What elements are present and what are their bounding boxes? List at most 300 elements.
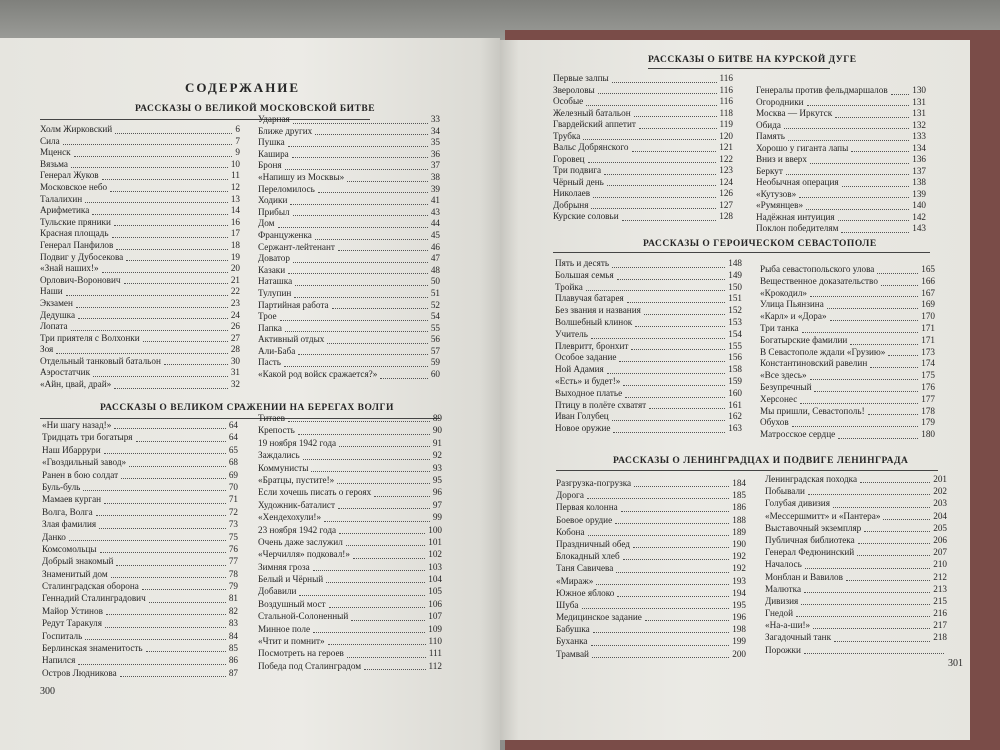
toc-entry[interactable] [555, 329, 742, 341]
toc-entry[interactable] [258, 462, 442, 474]
toc-entry[interactable] [40, 344, 240, 356]
section-rule [556, 470, 938, 471]
entry-page: 64 [228, 420, 238, 430]
section-title: РАССКАЗЫ О ВЕЛИКОМ СРАЖЕНИИ НА БЕРЕГАХ ВОЛГИ [100, 403, 394, 413]
entry-title: Первая колонна [556, 502, 618, 513]
toc-entry[interactable] [765, 583, 947, 595]
toc-entry[interactable] [40, 333, 240, 345]
toc-entry[interactable] [42, 481, 238, 493]
dot-leader [588, 535, 729, 536]
entry-page: 218 [933, 632, 947, 643]
entry-title: Экзамен [40, 297, 73, 308]
toc-entry[interactable] [765, 473, 947, 485]
toc-entry[interactable] [756, 177, 926, 189]
entry-page: 30 [230, 355, 240, 366]
toc-entry[interactable] [258, 218, 440, 230]
toc-entry[interactable] [760, 299, 935, 311]
entry-page: 136 [912, 154, 926, 164]
dot-leader [293, 215, 428, 216]
entry-title: Праздничный обед [556, 538, 630, 549]
entry-title: Иван Голубец [555, 411, 609, 422]
toc-entry[interactable] [258, 288, 440, 300]
toc-entry[interactable] [765, 607, 947, 619]
toc-entry[interactable] [258, 184, 440, 196]
entry-page: 130 [912, 85, 926, 95]
entry-title: Заждались [258, 450, 300, 461]
toc-entry[interactable] [765, 522, 947, 534]
section-title: РАССКАЗЫ О ЛЕНИНГРАДЦАХ И ПОДВИГЕ ЛЕНИНГРАДА [613, 456, 909, 466]
toc-entry[interactable] [555, 352, 742, 364]
toc-entry[interactable] [760, 311, 935, 323]
toc-entry[interactable] [40, 298, 240, 310]
toc-entry[interactable] [258, 253, 440, 265]
toc-entry[interactable] [555, 388, 742, 400]
toc-entry[interactable] [553, 119, 733, 131]
toc-entry[interactable] [40, 379, 240, 391]
toc-entry[interactable] [556, 514, 746, 526]
entry-title: «Есть» и будет!» [555, 375, 621, 386]
toc-entry[interactable] [555, 341, 742, 353]
toc-entry[interactable] [258, 172, 440, 184]
dot-leader [110, 191, 228, 192]
entry-title: «Хендехохули!» [258, 512, 322, 523]
toc-entry[interactable] [556, 526, 746, 538]
toc-entry[interactable] [553, 188, 733, 200]
toc-entry[interactable] [258, 635, 442, 647]
entry-page: 143 [912, 223, 926, 233]
entry-title: Волшебный клинок [555, 316, 633, 327]
toc-entry[interactable] [42, 617, 238, 629]
toc-entry[interactable] [556, 550, 746, 562]
toc-entry[interactable] [258, 114, 440, 126]
toc-entry[interactable] [756, 97, 926, 109]
toc-entry[interactable] [760, 276, 935, 288]
entry-title: Константиновский равелин [760, 358, 868, 369]
toc-entry[interactable] [553, 85, 733, 97]
toc-entry[interactable] [555, 270, 742, 282]
toc-entry[interactable] [258, 598, 442, 610]
dot-leader [338, 250, 428, 251]
toc-entry[interactable] [40, 228, 240, 240]
entry-page: 204 [933, 510, 947, 521]
toc-entry[interactable] [258, 610, 442, 622]
entry-title: В Севастополе ждали «Грузию» [760, 346, 886, 357]
toc-entry[interactable] [42, 518, 238, 530]
entry-page: 207 [933, 547, 947, 558]
toc-entry[interactable] [42, 419, 238, 431]
toc-entry[interactable] [258, 357, 440, 369]
toc-entry[interactable] [756, 212, 926, 224]
toc-entry[interactable] [555, 364, 742, 376]
entry-page: 77 [228, 556, 238, 567]
entry-title: 19 ноября 1942 года [258, 437, 337, 448]
entry-title: Три приятеля с Волхонки [40, 332, 140, 343]
entry-page: 32 [230, 379, 240, 390]
entry-page: 20 [230, 263, 240, 274]
dot-leader [143, 341, 228, 342]
toc-entry[interactable] [258, 137, 440, 149]
toc-entry[interactable] [258, 346, 440, 358]
entry-title: Таня Савичева [556, 563, 614, 574]
toc-entry[interactable] [40, 147, 240, 159]
toc-entry[interactable] [40, 194, 240, 206]
toc-entry[interactable] [258, 437, 442, 449]
dot-leader [850, 344, 918, 345]
toc-entry[interactable] [258, 585, 442, 597]
entry-title: Редут Таракуля [42, 618, 102, 629]
dot-leader [284, 366, 428, 367]
toc-entry[interactable] [556, 538, 746, 550]
toc-entry[interactable] [40, 252, 240, 264]
dot-leader [634, 116, 717, 117]
toc-entry[interactable] [556, 635, 746, 647]
entry-page: 131 [912, 96, 926, 107]
dot-leader [877, 273, 918, 274]
dot-leader [303, 459, 430, 460]
toc-entry[interactable] [553, 177, 733, 189]
dot-leader [76, 307, 228, 308]
toc-entry[interactable] [42, 456, 238, 468]
dot-leader [292, 157, 428, 158]
dot-leader [810, 296, 918, 297]
toc-entry[interactable] [556, 623, 746, 635]
toc-entry[interactable] [40, 367, 240, 379]
entry-page: 65 [228, 444, 238, 455]
entry-page: 26 [230, 321, 240, 332]
toc-entry[interactable] [40, 321, 240, 333]
toc-entry[interactable] [40, 182, 240, 194]
entry-title: «Чтит и помнит» [258, 636, 325, 647]
toc-entry[interactable] [765, 510, 947, 522]
toc-entry[interactable] [556, 501, 746, 513]
dot-leader [85, 202, 228, 203]
toc-entry[interactable] [258, 149, 440, 161]
toc-entry[interactable] [258, 511, 442, 523]
toc-entry[interactable] [258, 647, 442, 659]
toc-entry[interactable] [40, 217, 240, 229]
entry-page: 140 [912, 200, 926, 210]
toc-entry[interactable] [42, 555, 238, 567]
entry-title: Комсомольцы [42, 543, 97, 554]
entry-page: 161 [728, 399, 742, 410]
entry-title: Лопата [40, 321, 68, 332]
toc-entry[interactable] [553, 108, 733, 120]
toc-entry[interactable] [258, 160, 440, 172]
toc-entry[interactable] [258, 660, 442, 672]
entry-page: 91 [432, 437, 442, 448]
entry-page: 44 [430, 218, 440, 229]
dot-leader [593, 197, 716, 198]
entry-page: 76 [228, 543, 238, 554]
toc-entry[interactable] [556, 575, 746, 587]
toc-entry[interactable] [756, 108, 926, 120]
toc-entry[interactable] [42, 444, 238, 456]
toc-entry[interactable] [555, 282, 742, 294]
dot-leader [115, 133, 232, 134]
toc-entry[interactable] [556, 489, 746, 501]
entry-title: «Черчилля» подковал!» [258, 549, 350, 560]
toc-entry[interactable] [555, 258, 742, 270]
toc-entry[interactable] [42, 605, 238, 617]
toc-entry[interactable] [553, 200, 733, 212]
toc-entry[interactable] [258, 412, 442, 424]
toc-entry[interactable] [42, 580, 238, 592]
dot-leader [806, 209, 909, 210]
toc-entry[interactable] [553, 142, 733, 154]
toc-entry[interactable] [258, 474, 442, 486]
entry-title: Наташка [258, 276, 293, 287]
toc-entry[interactable] [760, 406, 935, 418]
toc-entry[interactable] [258, 126, 440, 138]
toc-entry[interactable] [555, 293, 742, 305]
toc-entry[interactable] [40, 136, 240, 148]
entry-page: 194 [732, 587, 746, 598]
entry-page: 56 [430, 334, 440, 345]
toc-entry[interactable] [765, 595, 947, 607]
toc-entry[interactable] [258, 486, 442, 498]
toc-entry[interactable] [258, 548, 442, 560]
toc-entry[interactable] [756, 131, 926, 143]
toc-entry[interactable] [258, 334, 440, 346]
entry-page: 93 [432, 462, 442, 473]
toc-entry[interactable] [556, 599, 746, 611]
toc-entry[interactable] [765, 558, 947, 570]
entry-title: Добавили [258, 586, 297, 597]
entry-title: Николаев [553, 188, 591, 198]
toc-entry[interactable] [760, 347, 935, 359]
toc-entry[interactable] [258, 536, 442, 548]
toc-entry[interactable] [258, 369, 440, 381]
toc-entry[interactable] [258, 207, 440, 219]
toc-entry[interactable] [258, 311, 440, 323]
toc-entry[interactable] [760, 335, 935, 347]
toc-entry[interactable] [258, 623, 442, 635]
toc-entry[interactable] [760, 417, 935, 429]
dot-leader [617, 596, 729, 597]
toc-entry[interactable] [258, 265, 440, 277]
entry-page: 149 [728, 269, 742, 280]
toc-entry[interactable] [553, 131, 733, 143]
dot-leader [364, 669, 426, 670]
toc-entry[interactable] [258, 524, 442, 536]
dot-leader [114, 428, 226, 429]
dot-leader [120, 676, 226, 677]
toc-entry[interactable] [40, 286, 240, 298]
toc-entry[interactable] [760, 358, 935, 370]
entry-title: Гвардейский аппетит [553, 119, 636, 129]
toc-entry[interactable] [760, 288, 935, 300]
toc-entry[interactable] [756, 200, 926, 212]
entry-page: 86 [228, 655, 238, 666]
entry-page: 154 [728, 328, 742, 339]
entry-page: 31 [230, 367, 240, 378]
toc-entry[interactable] [555, 411, 742, 423]
toc-entry[interactable] [40, 240, 240, 252]
toc-entry[interactable] [760, 382, 935, 394]
toc-entry[interactable] [765, 644, 947, 656]
toc-entry[interactable] [556, 562, 746, 574]
dot-leader [851, 151, 909, 152]
toc-entry[interactable] [42, 531, 238, 543]
entry-title: Талалихин [40, 193, 83, 204]
dot-leader [598, 93, 717, 94]
toc-entry[interactable] [42, 654, 238, 666]
dot-leader [99, 528, 226, 529]
toc-entry[interactable] [760, 394, 935, 406]
toc-entry[interactable] [556, 648, 746, 660]
dot-leader [136, 441, 226, 442]
toc-entry[interactable] [765, 571, 947, 583]
toc-entry[interactable] [42, 592, 238, 604]
toc-entry[interactable] [756, 223, 926, 235]
toc-entry[interactable] [42, 667, 238, 679]
toc-column [760, 264, 935, 441]
dot-leader [786, 174, 909, 175]
entry-title: Богатырские фамилии [760, 334, 848, 345]
toc-entry[interactable] [42, 568, 238, 580]
dot-leader [327, 343, 428, 344]
toc-entry[interactable] [555, 423, 742, 435]
entry-page: 89 [432, 413, 442, 423]
dot-leader [114, 225, 228, 226]
toc-entry[interactable] [756, 166, 926, 178]
toc-entry[interactable] [553, 165, 733, 177]
entry-title: Дедушка [40, 309, 76, 320]
toc-entry[interactable] [42, 543, 238, 555]
toc-entry[interactable] [258, 561, 442, 573]
toc-entry[interactable] [258, 300, 440, 312]
toc-entry[interactable] [553, 211, 733, 223]
toc-entry[interactable] [756, 154, 926, 166]
toc-entry[interactable] [40, 170, 240, 182]
entry-page: 134 [912, 142, 926, 153]
toc-entry[interactable] [42, 630, 238, 642]
entry-title: Ближе других [258, 125, 313, 136]
toc-entry[interactable] [40, 310, 240, 322]
toc-entry[interactable] [756, 120, 926, 132]
toc-entry[interactable] [40, 356, 240, 368]
entry-page: 34 [430, 125, 440, 136]
toc-entry[interactable] [42, 469, 238, 481]
dot-leader [78, 318, 228, 319]
toc-entry[interactable] [258, 195, 440, 207]
toc-entry[interactable] [258, 276, 440, 288]
entry-page: 171 [921, 334, 935, 345]
toc-entry[interactable] [40, 263, 240, 275]
toc-entry[interactable] [258, 230, 440, 242]
dot-leader [337, 483, 430, 484]
toc-entry[interactable] [765, 619, 947, 631]
dot-leader [85, 639, 226, 640]
toc-entry[interactable] [555, 317, 742, 329]
dot-leader [587, 498, 729, 499]
entry-title: Новое оружие [555, 423, 611, 434]
toc-entry[interactable] [40, 124, 240, 136]
entry-title: «Ни шагу назад!» [42, 420, 112, 430]
toc-entry[interactable] [40, 159, 240, 171]
toc-entry[interactable] [553, 96, 733, 108]
dot-leader [71, 167, 228, 168]
toc-entry[interactable] [42, 431, 238, 443]
toc-entry[interactable] [258, 499, 442, 511]
entry-title: Тулупин [258, 287, 292, 298]
entry-title: Горовец [553, 153, 585, 164]
dot-leader [288, 146, 428, 147]
dot-leader [293, 262, 428, 263]
entry-page: 156 [728, 352, 742, 363]
toc-entry[interactable] [258, 424, 442, 436]
toc-entry[interactable] [258, 242, 440, 254]
toc-entry[interactable] [556, 611, 746, 623]
toc-entry[interactable] [555, 400, 742, 412]
entry-title: «Какой род войск сражается?» [258, 369, 378, 380]
toc-entry[interactable] [756, 143, 926, 155]
toc-entry[interactable] [760, 370, 935, 382]
toc-entry[interactable] [40, 205, 240, 217]
toc-entry[interactable] [258, 323, 440, 335]
toc-entry[interactable] [765, 631, 947, 643]
toc-entry[interactable] [553, 73, 733, 85]
toc-entry[interactable] [765, 534, 947, 546]
entry-title: Добрыня [553, 199, 589, 210]
toc-entry[interactable] [258, 573, 442, 585]
entry-page: 75 [228, 531, 238, 542]
toc-entry[interactable] [553, 154, 733, 166]
toc-entry[interactable] [556, 477, 746, 489]
toc-entry[interactable] [760, 429, 935, 441]
toc-column [556, 477, 746, 660]
entry-title: Добрый знакомый [42, 556, 114, 567]
entry-page: 69 [228, 469, 238, 480]
entry-title: «Крокодил» [760, 287, 808, 298]
dot-leader [100, 552, 226, 553]
entry-page: 109 [428, 623, 442, 634]
entry-page: 17 [230, 228, 240, 239]
entry-title: Медицинское задание [556, 612, 642, 623]
toc-entry[interactable] [258, 449, 442, 461]
entry-page: 105 [428, 586, 442, 597]
toc-entry[interactable] [760, 323, 935, 335]
toc-entry[interactable] [756, 189, 926, 201]
entry-title: Буханка [556, 636, 588, 647]
dot-leader [298, 434, 430, 435]
dot-leader [864, 531, 930, 532]
dot-leader [592, 657, 729, 658]
toc-column [553, 73, 733, 223]
toc-entry[interactable] [42, 506, 238, 518]
entry-title: Холм Жирковский [40, 124, 113, 134]
entry-title: Порожки [765, 644, 801, 655]
dot-leader [353, 558, 425, 559]
toc-column [258, 412, 442, 672]
toc-entry[interactable] [760, 264, 935, 276]
toc-entry[interactable] [42, 642, 238, 654]
toc-entry[interactable] [556, 587, 746, 599]
toc-entry[interactable] [40, 275, 240, 287]
toc-entry[interactable] [765, 497, 947, 509]
toc-entry[interactable] [555, 376, 742, 388]
entry-page: 47 [430, 253, 440, 264]
toc-entry[interactable] [756, 85, 926, 97]
toc-entry[interactable] [555, 305, 742, 317]
dot-leader [808, 494, 930, 495]
entry-page: 205 [933, 522, 947, 533]
toc-entry[interactable] [765, 546, 947, 558]
toc-entry[interactable] [765, 485, 947, 497]
entry-page: 73 [228, 519, 238, 530]
entry-title: Злая фамилия [42, 519, 97, 530]
toc-entry[interactable] [42, 493, 238, 505]
